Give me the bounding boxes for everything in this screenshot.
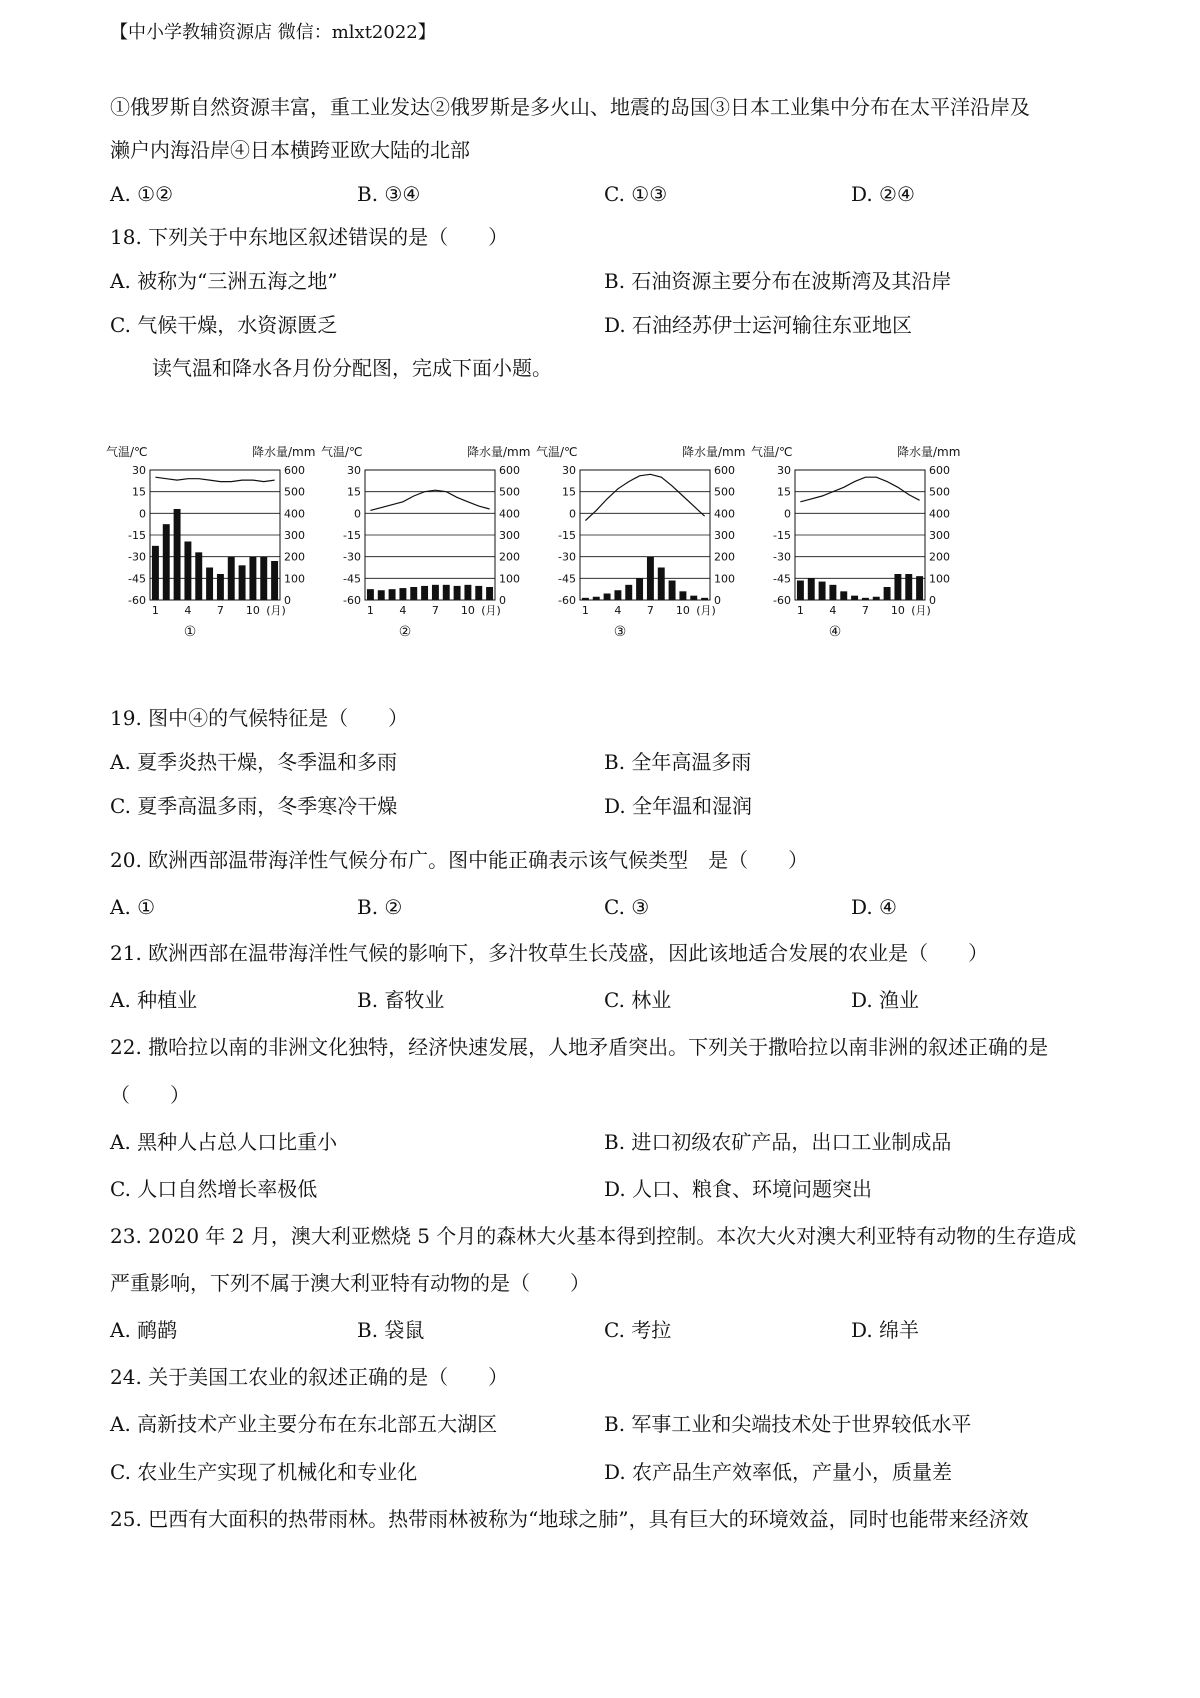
chart-3-temp-tick: -60 — [558, 594, 576, 607]
chart-2-precip-tick: 300 — [499, 529, 520, 542]
chart-2-temp-tick: 15 — [347, 485, 361, 499]
chart-1-temp-tick: 0 — [139, 507, 146, 521]
chart-1-x-tick: 4 — [184, 604, 192, 617]
chart-4-temp-tick: 0 — [784, 507, 791, 521]
chart-1-label: ① — [183, 624, 197, 640]
chart-4-precip-tick: 400 — [929, 507, 950, 521]
chart-2-precip-bar — [432, 585, 439, 600]
climate-charts — [100, 440, 960, 640]
chart-1-precip-bar — [184, 542, 191, 601]
chart-4-temp-tick: -15 — [773, 529, 791, 542]
chart-1-precip-tick: 0 — [284, 594, 291, 607]
chart-1-precip-bar — [174, 509, 181, 600]
chart-3-precip-tick: 100 — [714, 572, 735, 586]
chart-2-precip-bar — [378, 590, 385, 600]
chart-4-precip-bar — [829, 585, 836, 600]
chart-1-precip-bar — [271, 561, 278, 600]
q19-option-b: B. 全年高温多雨 — [604, 750, 752, 774]
chart-3-precip-bar — [647, 557, 654, 600]
q23-option-c: C. 考拉 — [604, 1318, 672, 1342]
chart-4-x-tick: (月) — [911, 604, 931, 617]
q23-option-a: A. 鸸鹋 — [110, 1318, 178, 1342]
chart-2-temp-tick: 30 — [347, 464, 361, 477]
chart-2-precip-bar — [443, 585, 450, 600]
chart-2-x-tick: 1 — [366, 604, 374, 617]
chart-3-precip-tick: 600 — [714, 464, 735, 477]
chart-1-temp-tick: -30 — [128, 550, 146, 564]
chart-3-label: ③ — [613, 624, 627, 640]
chart-3-precip-axis-label: 降水量/mm — [682, 445, 746, 459]
chart-1-temp-tick: -60 — [128, 594, 146, 607]
chart-4-precip-bar — [840, 591, 847, 600]
q22-option-d: D. 人口、粮食、环境问题突出 — [604, 1177, 873, 1201]
chart-3-precip-bar — [614, 590, 621, 600]
chart-2-precip-tick: 200 — [499, 550, 520, 564]
chart-4-precip-bar — [851, 596, 858, 600]
q24-option-c: C. 农业生产实现了机械化和专业化 — [110, 1460, 418, 1484]
chart-4-precip-tick: 200 — [929, 550, 950, 564]
chart-4-temp-tick: 15 — [777, 485, 791, 499]
chart-3-temp-axis-label: 气温/℃ — [536, 445, 578, 459]
chart-2-x-tick: 10 — [460, 604, 475, 617]
chart-4-precip-tick: 100 — [929, 572, 950, 586]
chart-3-precip-tick: 0 — [714, 594, 721, 607]
q17-option-b: B. ③④ — [357, 182, 421, 206]
q20-option-b: B. ② — [357, 895, 403, 919]
q17-option-c: C. ①③ — [604, 182, 668, 206]
q18-option-b: B. 石油资源主要分布在波斯湾及其沿岸 — [604, 269, 952, 293]
chart-3-precip-bar — [593, 597, 600, 600]
chart-1-temp-tick: 30 — [132, 464, 146, 477]
chart-3-precip-bar — [669, 581, 676, 601]
q19-stem: 19. 图中④的气候特征是（ ） — [110, 706, 409, 730]
chart-2-x-tick: 7 — [431, 604, 439, 617]
chart-3-precip-tick: 300 — [714, 529, 735, 542]
chart-2-temp-tick: 0 — [354, 507, 361, 521]
q18-option-a: A. 被称为“三洲五海之地” — [110, 269, 338, 293]
q21-stem: 21. 欧洲西部在温带海洋性气候的影响下，多汁牧草生长茂盛，因此该地适合发展的农业是（ ） — [110, 941, 989, 965]
q24-option-d: D. 农产品生产效率低，产量小，质量差 — [604, 1460, 953, 1484]
chart-2-precip-bar — [367, 589, 374, 600]
chart-4-label: ④ — [828, 624, 842, 640]
chart-1-temp-axis-label: 气温/℃ — [106, 445, 148, 459]
chart-4-precip-tick: 500 — [929, 485, 950, 499]
chart-2-temp-line — [370, 490, 489, 510]
chart-4-x-tick: 10 — [890, 604, 905, 617]
chart-2-precip-axis-label: 降水量/mm — [467, 445, 531, 459]
chart-2-precip-tick: 0 — [499, 594, 506, 607]
q23-option-d: D. 绵羊 — [851, 1318, 920, 1342]
chart-2-precip-bar — [421, 586, 428, 600]
chart-intro: 读气温和降水各月份分配图，完成下面小题。 — [152, 356, 552, 380]
chart-1-temp-tick: -45 — [128, 572, 146, 586]
chart-1-precip-tick: 400 — [284, 507, 305, 521]
chart-1-precip-bar — [217, 574, 224, 600]
chart-4-precip-bar — [808, 578, 815, 600]
chart-3-precip-bar — [679, 591, 686, 600]
q18-option-d: D. 石油经苏伊士运河输往东亚地区 — [604, 313, 913, 337]
q19-option-d: D. 全年温和湿润 — [604, 794, 753, 818]
chart-1-precip-bar — [195, 552, 202, 600]
chart-3-precip-bar — [690, 596, 697, 600]
q21-option-c: C. 林业 — [604, 988, 672, 1012]
chart-4-precip-bar — [797, 581, 804, 601]
chart-2-precip-bar — [464, 585, 471, 600]
q17-option-d: D. ②④ — [851, 182, 915, 206]
q20-stem: 20. 欧洲西部温带海洋性气候分布广。图中能正确表示该气候类型 是（ ） — [110, 848, 809, 872]
chart-3-precip-tick: 400 — [714, 507, 735, 521]
chart-4-precip-tick: 300 — [929, 529, 950, 542]
q17-stem-line1: ①俄罗斯自然资源丰富，重工业发达②俄罗斯是多火山、地震的岛国③日本工业集中分布在太平洋沿岸及 — [110, 95, 1030, 119]
chart-4-temp-tick: -30 — [773, 550, 791, 564]
q21-option-a: A. 种植业 — [110, 988, 198, 1012]
chart-3-temp-tick: -15 — [558, 529, 576, 542]
chart-3-temp-tick: 0 — [569, 507, 576, 521]
chart-4-precip-tick: 0 — [929, 594, 936, 607]
chart-4-temp-tick: -60 — [773, 594, 791, 607]
chart-1-x-tick: (月) — [266, 604, 286, 617]
chart-3-x-tick: (月) — [696, 604, 716, 617]
q19-option-a: A. 夏季炎热干燥，冬季温和多雨 — [110, 750, 398, 774]
chart-1-temp-line — [155, 477, 274, 481]
chart-4-temp-axis-label: 气温/℃ — [751, 445, 793, 459]
chart-1-x-tick: 7 — [216, 604, 224, 617]
chart-3-precip-tick: 500 — [714, 485, 735, 499]
q22-option-c: C. 人口自然增长率极低 — [110, 1177, 318, 1201]
chart-4-precip-axis-label: 降水量/mm — [897, 445, 960, 459]
chart-3-precip-bar — [658, 568, 665, 601]
chart-2-precip-bar — [410, 587, 417, 600]
chart-1-precip-tick: 600 — [284, 464, 305, 477]
q22-stem-line1: 22. 撒哈拉以南的非洲文化独特，经济快速发展，人地矛盾突出。下列关于撒哈拉以南非洲的叙述正确的是 — [110, 1035, 1049, 1059]
chart-2-precip-bar — [486, 587, 493, 600]
chart-1-precip-bar — [163, 524, 170, 600]
chart-2-precip-bar — [399, 588, 406, 600]
chart-3-x-tick: 1 — [581, 604, 589, 617]
q23-option-b: B. 袋鼠 — [357, 1318, 425, 1342]
chart-2-temp-tick: -45 — [343, 572, 361, 586]
chart-4-precip-bar — [819, 582, 826, 600]
chart-3-precip-bar — [625, 585, 632, 600]
chart-3-precip-bar — [636, 578, 643, 600]
chart-1-precip-tick: 500 — [284, 485, 305, 499]
chart-1-temp-tick: 15 — [132, 485, 146, 499]
chart-1-precip-bar — [239, 565, 246, 600]
q17-option-a: A. ①② — [110, 182, 174, 206]
chart-1-x-tick: 10 — [245, 604, 260, 617]
chart-4-temp-tick: 30 — [777, 464, 791, 477]
chart-4-precip-bar — [884, 587, 891, 600]
chart-1-temp-tick: -15 — [128, 529, 146, 542]
chart-4-temp-line — [800, 477, 919, 502]
chart-2-precip-bar — [454, 586, 461, 600]
q22-option-b: B. 进口初级农矿产品，出口工业制成品 — [604, 1130, 952, 1154]
chart-2-precip-tick: 600 — [499, 464, 520, 477]
chart-4-x-tick: 1 — [796, 604, 804, 617]
chart-4-precip-bar — [905, 574, 912, 600]
q22-option-a: A. 黑种人占总人口比重小 — [110, 1130, 338, 1154]
chart-2-x-tick: (月) — [481, 604, 501, 617]
q18-stem: 18. 下列关于中东地区叙述错误的是（ ） — [110, 225, 509, 249]
q18-option-c: C. 气候干燥，水资源匮乏 — [110, 313, 338, 337]
q23-stem-line2: 严重影响，下列不属于澳大利亚特有动物的是（ ） — [110, 1271, 590, 1295]
source-header: 【中小学教辅资源店 微信：mlxt2022】 — [110, 22, 436, 43]
chart-2-precip-tick: 100 — [499, 572, 520, 586]
q23-stem-line1: 23. 2020 年 2 月，澳大利亚燃烧 5 个月的森林大火基本得到控制。本次大火对澳大利亚特有动物的生存造成 — [110, 1224, 1077, 1248]
chart-2-precip-bar — [389, 589, 396, 600]
chart-1-precip-bar — [228, 557, 235, 600]
chart-1-precip-bar — [152, 546, 159, 600]
q24-option-b: B. 军事工业和尖端技术处于世界较低水平 — [604, 1412, 972, 1436]
chart-3-temp-tick: -45 — [558, 572, 576, 586]
chart-3-temp-tick: 30 — [562, 464, 576, 477]
chart-2-precip-bar — [475, 586, 482, 600]
chart-3-precip-bar — [604, 594, 611, 601]
chart-3-temp-tick: 15 — [562, 485, 576, 499]
chart-1-precip-tick: 300 — [284, 529, 305, 542]
chart-3-x-tick: 7 — [646, 604, 654, 617]
q21-option-b: B. 畜牧业 — [357, 988, 445, 1012]
chart-2-temp-tick: -60 — [343, 594, 361, 607]
q24-stem: 24. 关于美国工农业的叙述正确的是（ ） — [110, 1365, 509, 1389]
chart-4-precip-bar — [916, 576, 923, 600]
chart-3-precip-bar — [701, 598, 708, 600]
q20-option-a: A. ① — [110, 895, 156, 919]
chart-2-precip-tick: 400 — [499, 507, 520, 521]
chart-4-temp-tick: -45 — [773, 572, 791, 586]
chart-2-temp-tick: -15 — [343, 529, 361, 542]
chart-1-precip-axis-label: 降水量/mm — [252, 445, 316, 459]
chart-1-precip-bar — [249, 557, 256, 600]
q24-option-a: A. 高新技术产业主要分布在东北部五大湖区 — [110, 1412, 498, 1436]
chart-3-precip-tick: 200 — [714, 550, 735, 564]
chart-4-precip-tick: 600 — [929, 464, 950, 477]
q19-option-c: C. 夏季高温多雨，冬季寒冷干燥 — [110, 794, 398, 818]
chart-2-precip-tick: 500 — [499, 485, 520, 499]
q25-stem: 25. 巴西有大面积的热带雨林。热带雨林被称为“地球之肺”，具有巨大的环境效益，同时也能带来经济效 — [110, 1507, 1029, 1531]
chart-4-precip-bar — [862, 598, 869, 600]
climate-charts-svg — [100, 440, 960, 640]
chart-1-precip-bar — [260, 557, 267, 600]
chart-1-precip-bar — [206, 568, 213, 601]
chart-4-x-tick: 4 — [829, 604, 837, 617]
q22-stem-line2: （ ） — [110, 1083, 190, 1107]
q17-stem-line2: 濑户内海沿岸④日本横跨亚欧大陆的北部 — [110, 138, 470, 162]
chart-4-precip-bar — [894, 574, 901, 600]
chart-1-precip-tick: 100 — [284, 572, 305, 586]
chart-3-x-tick: 10 — [675, 604, 690, 617]
q20-option-c: C. ③ — [604, 895, 650, 919]
chart-3-x-tick: 4 — [614, 604, 622, 617]
chart-2-label: ② — [398, 624, 412, 640]
chart-1-x-tick: 1 — [151, 604, 159, 617]
chart-3-temp-tick: -30 — [558, 550, 576, 564]
chart-1-precip-tick: 200 — [284, 550, 305, 564]
q21-option-d: D. 渔业 — [851, 988, 920, 1012]
q20-option-d: D. ④ — [851, 895, 897, 919]
chart-4-precip-bar — [873, 597, 880, 600]
chart-4-x-tick: 7 — [861, 604, 869, 617]
chart-3-precip-bar — [582, 598, 589, 600]
chart-2-x-tick: 4 — [399, 604, 407, 617]
chart-2-temp-axis-label: 气温/℃ — [321, 445, 363, 459]
chart-2-temp-tick: -30 — [343, 550, 361, 564]
